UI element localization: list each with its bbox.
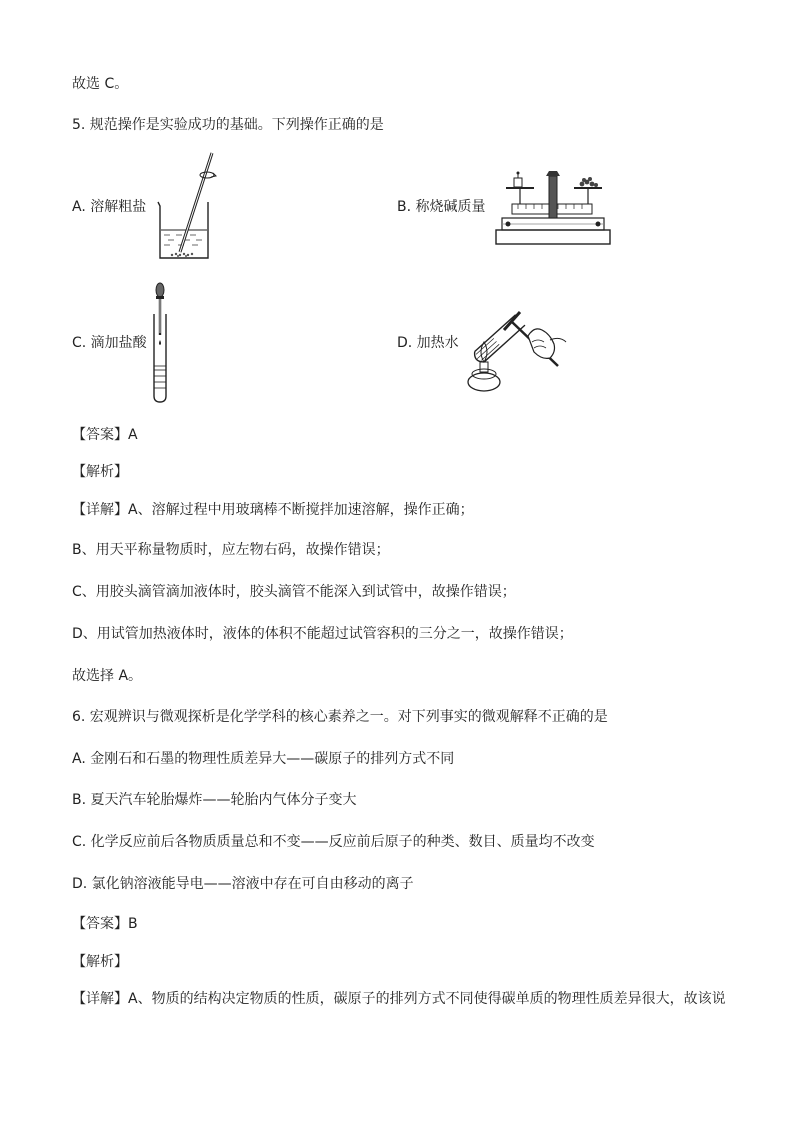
beaker-icon — [150, 150, 220, 265]
option-b-label: B. 称烧碱质量 — [397, 199, 486, 215]
detail-5-a: 【详解】A、溶解过程中用玻璃棒不断搅拌加速溶解，操作正确； — [72, 502, 474, 518]
detail-5-conclusion: 故选择 A。 — [72, 668, 143, 684]
question-6-option-d: D. 氯化钠溶液能导电——溶液中存在可自由移动的离子 — [72, 876, 414, 892]
balance-scale-icon — [494, 168, 614, 248]
question-6-option-a: A. 金刚石和石墨的物理性质差异大——碳原子的排列方式不同 — [72, 751, 455, 767]
question-6-option-c: C. 化学反应前后各物质质量总和不变——反应前后原子的种类、数目、质量均不改变 — [72, 834, 595, 850]
heating-test-tube-icon — [458, 290, 568, 395]
question-6-stem: 6. 宏观辨识与微观探析是化学学科的核心素养之一。对下列事实的微观解释不正确的是 — [72, 709, 608, 725]
analysis-heading-6: 【解析】 — [72, 954, 128, 970]
answer-6: 【答案】B — [72, 916, 138, 932]
answer-5: 【答案】A — [72, 427, 138, 443]
balance-figure — [494, 168, 614, 248]
dropper-figure — [150, 280, 175, 405]
detail-6-a: 【详解】A、物质的结构决定物质的性质，碳原子的排列方式不同使得碳单质的物理性质差异很大，故该说 — [72, 991, 726, 1007]
beaker-stirring-figure — [150, 150, 220, 265]
detail-5-d: D、用试管加热液体时，液体的体积不能超过试管容积的三分之一，故操作错误； — [72, 626, 573, 642]
option-c-label: C. 滴加盐酸 — [72, 335, 147, 351]
question-6-option-b: B. 夏天汽车轮胎爆炸——轮胎内气体分子变大 — [72, 792, 357, 808]
conclusion-line: 故选 C。 — [72, 76, 129, 92]
detail-5-b: B、用天平称量物质时，应左物右码，故操作错误； — [72, 542, 390, 558]
option-a-label: A. 溶解粗盐 — [72, 199, 147, 215]
heating-test-tube-figure — [458, 290, 568, 395]
option-d-label: D. 加热水 — [397, 335, 459, 351]
detail-5-c: C、用胶头滴管滴加液体时，胶头滴管不能深入到试管中，故操作错误； — [72, 584, 516, 600]
analysis-heading-5: 【解析】 — [72, 464, 128, 480]
dropper-test-tube-icon — [150, 280, 175, 405]
question-5-stem: 5. 规范操作是实验成功的基础。下列操作正确的是 — [72, 117, 384, 133]
